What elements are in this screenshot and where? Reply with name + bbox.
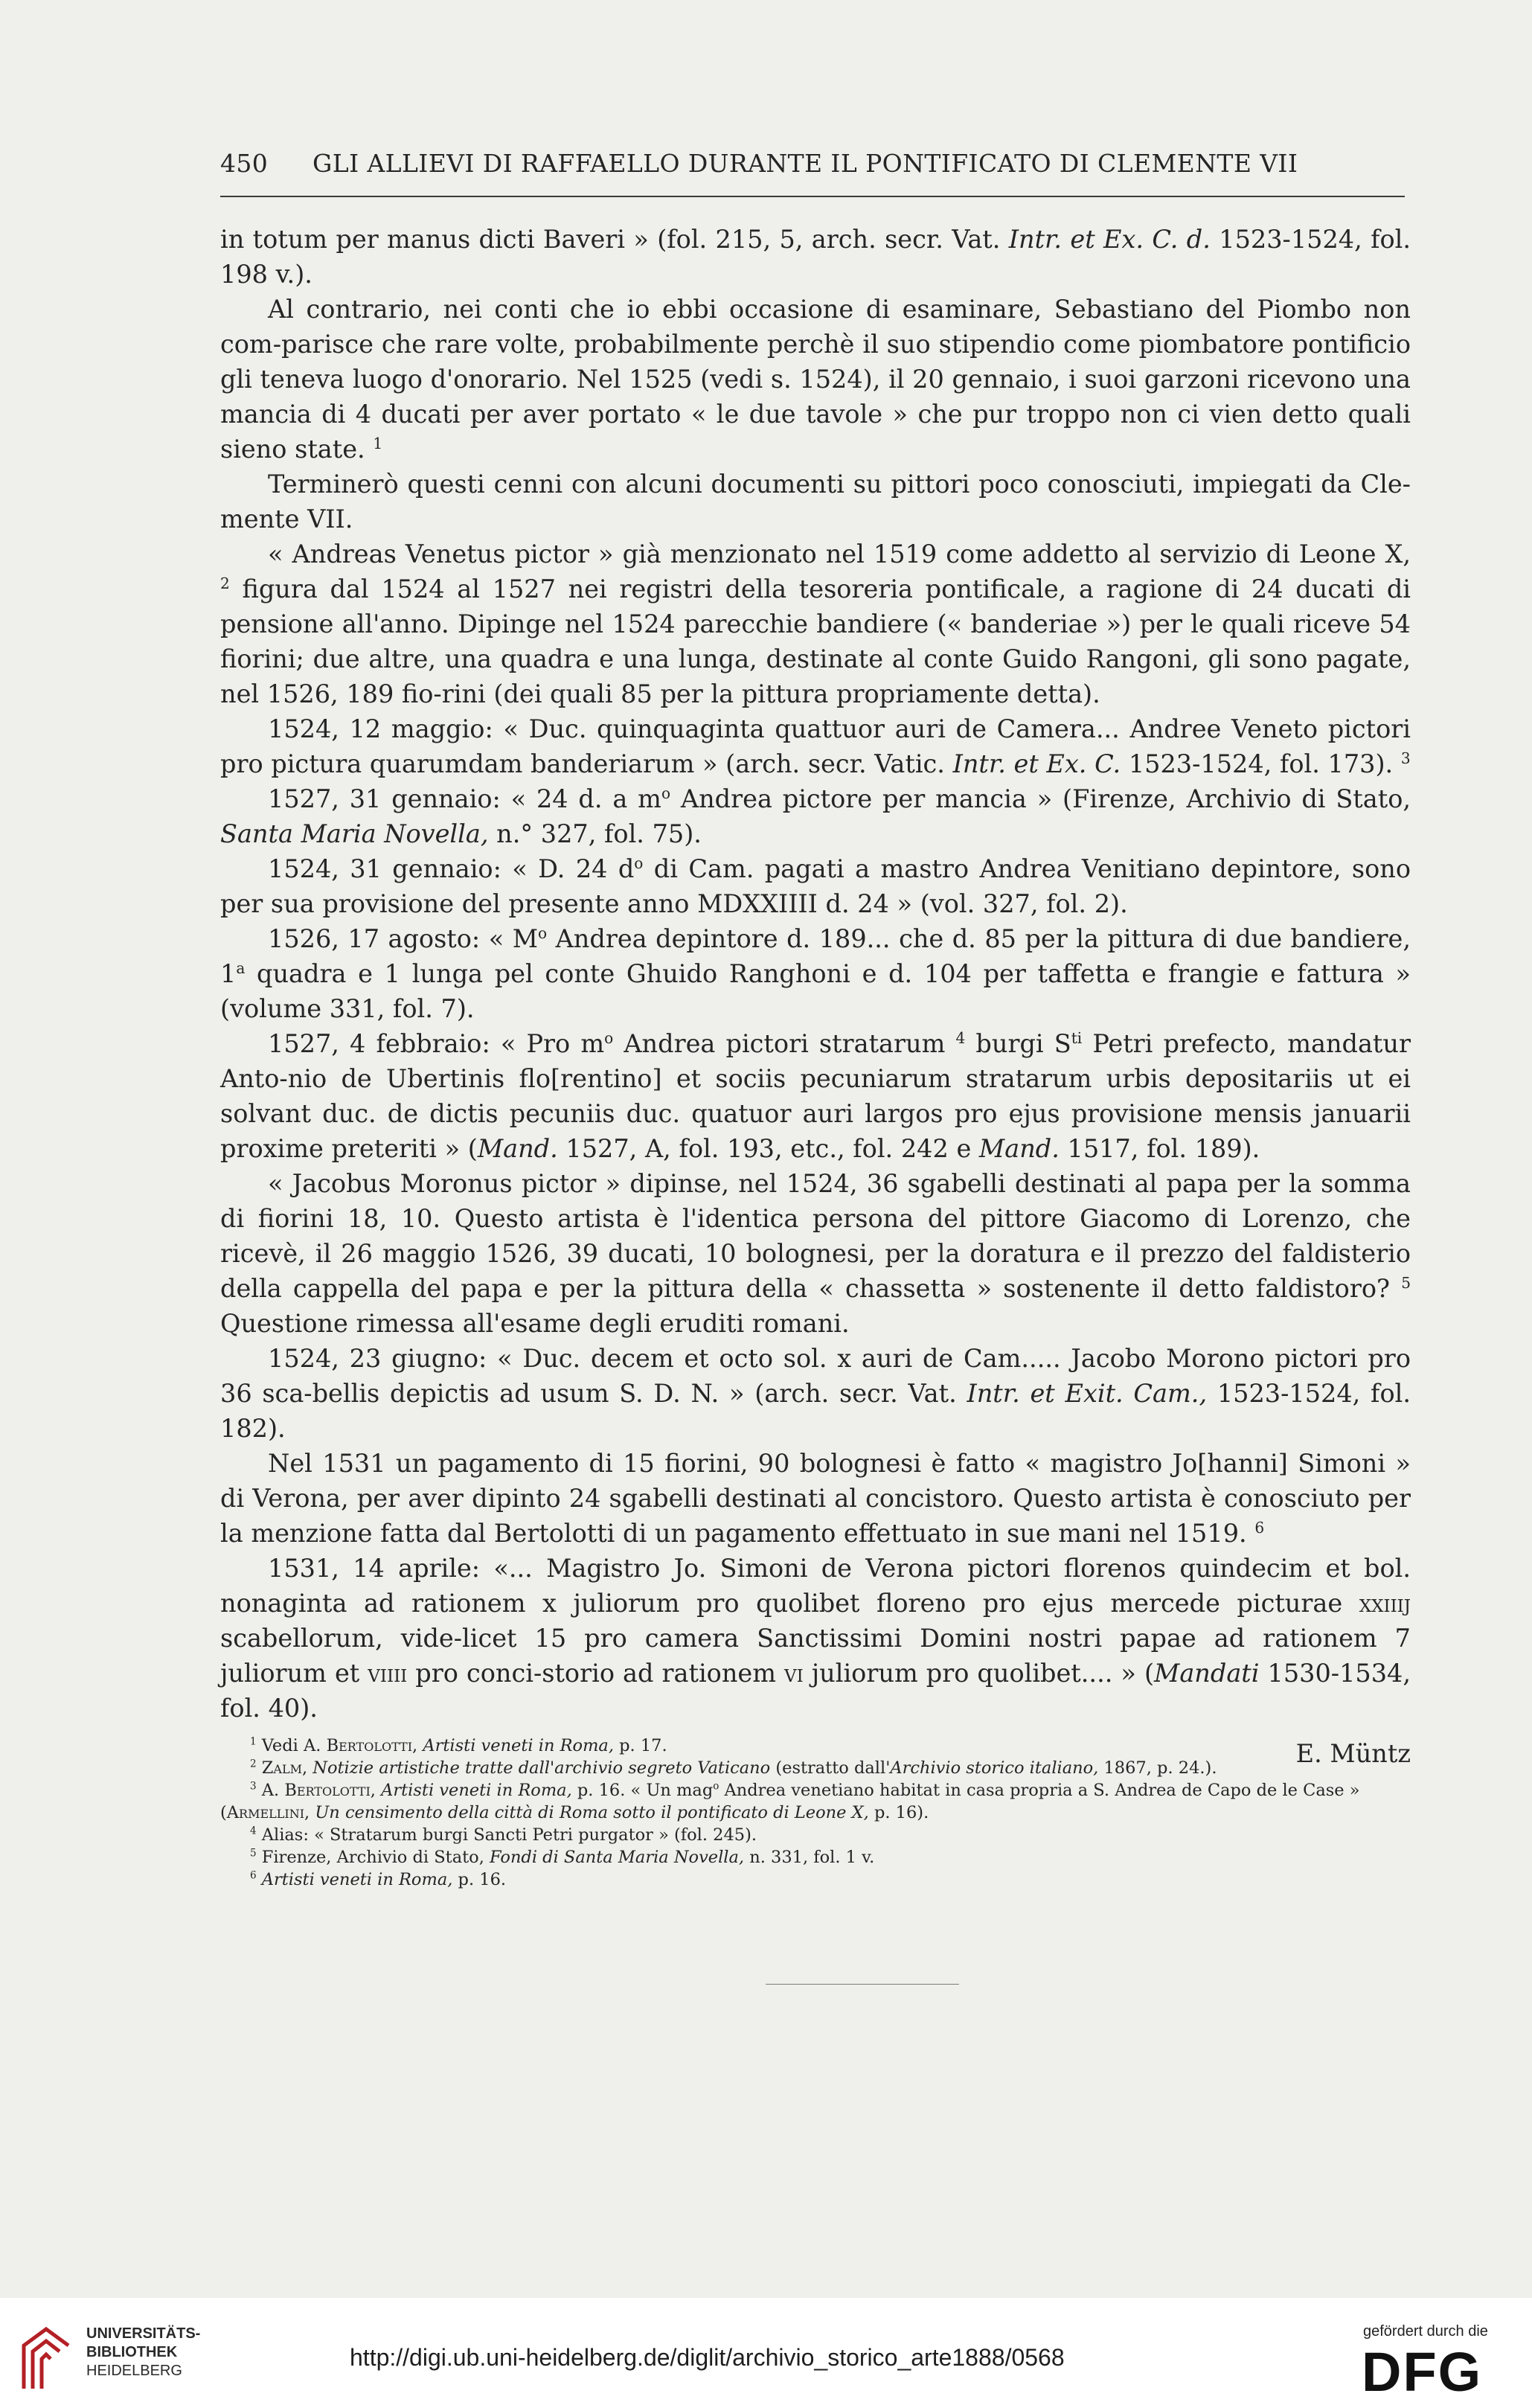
page-number: 450 bbox=[220, 149, 269, 178]
paragraph: 1524, 31 gennaio: « D. 24 $d^o$ di Cam. pagati a mastro Andrea Venitiano depintore, sono per sua provisione del presente anno MDXXIIII d. 24 » (vol. 327, fol. 2). bbox=[220, 854, 1411, 918]
author-signature: E. Müntz bbox=[1295, 1739, 1411, 1768]
permalink-url[interactable]: http://digi.ub.uni-heidelberg.de/diglit/archivio_storico_arte1888/0568 bbox=[350, 2344, 1065, 2371]
paragraph: « Andreas Venetus pictor » già menzionato nel 1519 come addetto al servizio di Leone X, $^2$ figura dal 1524 al 1527 nei registri della tesoreria pontificale, a ragione di 24 ducati di pensione all'anno. Dipinge nel 1524 parecchie bandiere (« banderiae ») per le quali riceve 54 fiorini; due altre, una quadra e una lunga, destinate al conte Guido Rangoni, gli sono pagate, nel 1526, 189 fio-rini (dei quali 85 per la pittura propriamente detta). bbox=[220, 539, 1411, 708]
paragraph: 1526, 17 agosto: « $M^o$ Andrea depintore d. 189... che d. 85 per la pittura di due bandiere, 1$^a$ quadra e 1 lunga pel conte Ghuido Ranghoni e d. 104 per taffetta e frangie e fattura » (volume 331, fol. 7). bbox=[220, 923, 1411, 1023]
paragraph: 1527, 4 febbraio: « Pro $m^o$ Andrea pictori stratarum $^4$ burgi $S^{ti}$ Petri prefecto, mandatur Anto-nio de Ubertinis flo[rentino] et sociis pecuniarum stratarum urbis depositariis ut ei solvant duc. de dictis pecuniis duc. quatuor auri largos pro ejus provisione mensis januarii proxime preteriti » (Mand. 1527, A, fol. 193, etc., fol. 242 e Mand. 1517, fol. 189). bbox=[220, 1028, 1411, 1163]
funding-note: gefördert durch die bbox=[1363, 2323, 1488, 2340]
running-title: GLI ALLIEVI DI RAFFAELLO DURANTE IL PONTIFICATO DI CLEMENTE VII bbox=[313, 149, 1298, 178]
dfg-logo-icon: DFG bbox=[1362, 2341, 1483, 2403]
footnote: $^6$ Artisti veneti in Roma, p. 16. bbox=[250, 1869, 507, 1889]
library-name: UNIVERSITÄTS- BIBLIOTHEK HEIDELBERG bbox=[86, 2325, 201, 2379]
paragraph: 1531, 14 aprile: «... Magistro Jo. Simoni de Verona pictori florenos quindecim et bol. nonaginta ad rationem x juliorum pro quolibet floreno pro ejus mercede picturae xxiiij scabellorum, vide-licet 15 pro camera Sanctissimi Domini nostri papae ad rationem 7 juliorum et viiii pro conci-storio ad rationem vi juliorum pro quolibet.... » (Mandati 1530-1534, fol. 40). bbox=[220, 1554, 1411, 1723]
footnote-ref[interactable]: 1 bbox=[373, 434, 383, 452]
university-library-logo-icon bbox=[16, 2323, 76, 2392]
paragraph: 1527, 31 gennaio: « 24 d. a $m^o$ Andrea pictore per mancia » (Firenze, Archivio di Stato, Santa Maria Novella, n.° 327, fol. 75). bbox=[220, 784, 1411, 848]
paragraph: Terminerò questi cenni con alcuni documenti su pittori poco conosciuti, impiegati da Cle-mente VII. bbox=[220, 470, 1411, 534]
footnote-ref[interactable]: 5 bbox=[1401, 1273, 1411, 1292]
article-body bbox=[220, 222, 1411, 1771]
paragraph: in totum per manus dicti Baveri » (fol. 215, 5, arch. secr. Vat. Intr. et Ex. C. d. 1523-1524, fol. 198 v.). bbox=[220, 225, 1411, 289]
paragraph: Al contrario, nei conti che io ebbi occasione di esaminare, Sebastiano del Piombo non com-parisce che rare volte, probabilmente perchè il suo stipendio come piombatore pontificio gli teneva luogo d'onorario. Nel 1525 (vedi s. 1524), il 20 gennaio, i suoi garzoni ricevono una mancia di 4 ducati per aver portato « le due tavole » che pur troppo non ci vien detto quali sieno state. $^1$ bbox=[220, 295, 1411, 464]
footnote-ref[interactable]: 3 bbox=[1400, 749, 1411, 767]
paragraph: « Jacobus Moronus pictor » dipinse, nel 1524, 36 sgabelli destinati al papa per la somma di fiorini 18, 10. Questo artista è l'identica persona del pittore Giacomo di Lorenzo, che ricevè, il 26 maggio 1526, 39 ducati, 10 bolognesi, per la doratura e il prezzo del faldisterio della cappella del papa e per la pittura della « chassetta » sostenente il detto faldistoro? $^5$ Questione rimessa all'esame degli eruditi romani. bbox=[220, 1169, 1411, 1338]
footnote-ref[interactable]: 6 bbox=[1254, 1518, 1265, 1537]
footnote: $^1$ Vedi A. Bertolotti, Artisti veneti in Roma, p. 17. bbox=[250, 1735, 667, 1755]
footnote: $^3$ A. Bertolotti, Artisti veneti in Roma, p. 16. « Un mag$^o$ Andrea venetiano habitat in casa propria a S. Andrea de Capo de le Case » (Armellini, Un censimento della città di Roma sotto il pontificato di Leone X, p. 16). bbox=[220, 1780, 1360, 1822]
header-rule bbox=[220, 196, 1405, 197]
footnote: $^5$ Firenze, Archivio di Stato, Fondi di Santa Maria Novella, n. 331, fol. 1 v. bbox=[250, 1847, 875, 1867]
footnote: $^4$ Alias: « Stratarum burgi Sancti Petri purgator » (fol. 245). bbox=[250, 1825, 757, 1845]
footnote-ref[interactable]: 2 bbox=[220, 574, 230, 592]
paragraph: 1524, 23 giugno: « Duc. decem et octo sol. x auri de Cam..... Jacobo Morono pictori pro 36 sca-bellis depictis ad usum S. D. N. » (arch. secr. Vat. Intr. et Exit. Cam., 1523-1524, fol. 182). bbox=[220, 1344, 1411, 1443]
paragraph: 1524, 12 maggio: « Duc. quinquaginta quattuor auri de Camera... Andree Veneto pictori pro pictura quarumdam banderiarum » (arch. secr. Vatic. Intr. et Ex. C. 1523-1524, fol. 173). $^3$ bbox=[220, 714, 1411, 778]
footnote-ref[interactable]: 4 bbox=[955, 1028, 966, 1047]
footnotes bbox=[220, 1735, 1411, 1891]
end-rule bbox=[766, 1984, 959, 1985]
paragraph: Nel 1531 un pagamento di 15 fiorini, 90 bolognesi è fatto « magistro Jo[hanni] Simoni » di Verona, per aver dipinto 24 sgabelli destinati al concistoro. Questo artista è conosciuto per la menzione fatta dal Bertolotti di un pagamento effettuato in sue mani nel 1519. $^6$ bbox=[220, 1449, 1411, 1548]
footnote: $^2$ Zalm, Notizie artistiche tratte dall'archivio segreto Vaticano (estratto dall'Archivio storico italiano, 1867, p. 24.). bbox=[250, 1758, 1217, 1778]
